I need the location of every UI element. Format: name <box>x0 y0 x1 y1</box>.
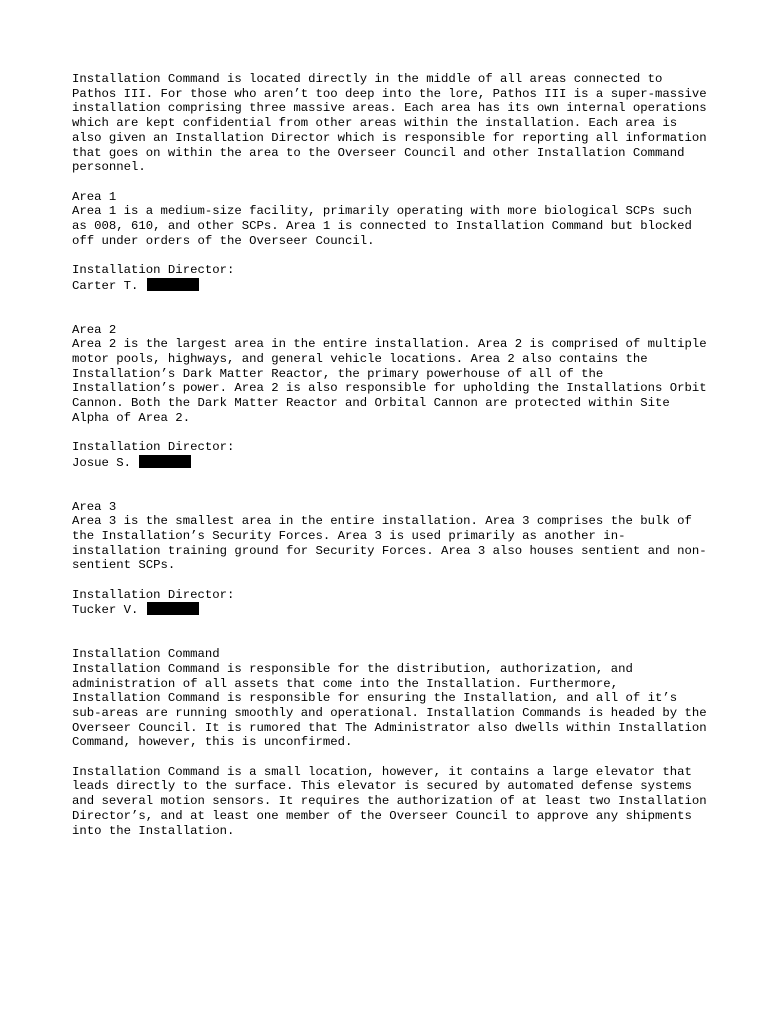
intro-paragraph: Installation Command is located directly in the middle of all areas connected to Pathos III. For those who aren’t too deep into the lore, Pathos III is a super-massive installation comprising three massive areas. Each area has its own internal operations which are kept confidential from other areas within the installation. Each area is also given an Installation Director which is responsible for reporting all information that goes on within the area to the Overseer Council and other Installation Command personnel. <box>72 72 707 175</box>
area-3-director-label: Installation Director: <box>72 587 235 602</box>
spacer <box>72 294 712 323</box>
area-2-description: Area 2 is the largest area in the entire installation. Area 2 is comprised of multiple motor pools, highways, and general vehicle locations. Area 2 also contains the Installation’s Dark Matter Reactor, the primary powerhouse of all of the Installation’s power. Area 2 is also responsible for upholding the Installations Orbit Cannon. Both the Dark Matter Reactor and Orbital Cannon are protected within Site Alpha of Area 2. <box>72 337 707 425</box>
spacer <box>72 471 712 500</box>
area-1-director-line <box>72 278 712 294</box>
document-page <box>72 72 712 853</box>
area-2-director-name: Josue S. <box>72 455 132 470</box>
spacer <box>72 618 712 647</box>
area-2-title: Area 2 <box>72 322 117 337</box>
installation-command-title: Installation Command <box>72 647 220 662</box>
area-1-description: Area 1 is a medium-size facility, primarily operating with more biological SCPs such as 008, 610, and other SCPs. Area 1 is connected to Installation Command but blocked off under orders of the Overseer Council. <box>72 204 692 248</box>
area-2-director-label: Installation Director: <box>72 440 235 455</box>
area-3-title: Area 3 <box>72 499 117 514</box>
area-3-director-name: Tucker V. <box>72 603 139 618</box>
installation-command-section <box>72 647 712 838</box>
area-3-director-line <box>72 602 712 618</box>
area-3-section <box>72 500 712 648</box>
area-1-director-name: Carter T. <box>72 278 139 293</box>
area-3-description: Area 3 is the smallest area in the entire installation. Area 3 comprises the bulk of the Installation’s Security Forces. Area 3 is used primarily as another in-installation training ground for Security Forces. Area 3 also houses sentient and non-sentient SCPs. <box>72 514 707 573</box>
area-1-title: Area 1 <box>72 189 117 204</box>
redaction-bar <box>147 602 199 615</box>
area-2-director-line <box>72 455 712 471</box>
area-1-director-label: Installation Director: <box>72 263 235 278</box>
redaction-bar <box>147 278 199 291</box>
installation-command-paragraph-2: Installation Command is a small location, however, it contains a large elevator that leads directly to the surface. This elevator is secured by automated defense systems and several motion sensors. It requires the authorization of at least two Installation Director’s, and at least one member of the Overseer Council to approve any shipments into the Installation. <box>72 764 707 838</box>
installation-command-paragraph-1: Installation Command is responsible for the distribution, authorization, and administration of all assets that come into the Installation. Furthermore, Installation Command is responsible for ensuring the Installation, and all of it’s sub-areas are running smoothly and operational. Installation Commands is headed by the Overseer Council. It is rumored that The Administrator also dwells within Installation Command, however, this is unconfirmed. <box>72 661 707 750</box>
area-1-section <box>72 190 712 323</box>
redaction-bar <box>139 455 191 468</box>
area-2-section <box>72 323 712 500</box>
